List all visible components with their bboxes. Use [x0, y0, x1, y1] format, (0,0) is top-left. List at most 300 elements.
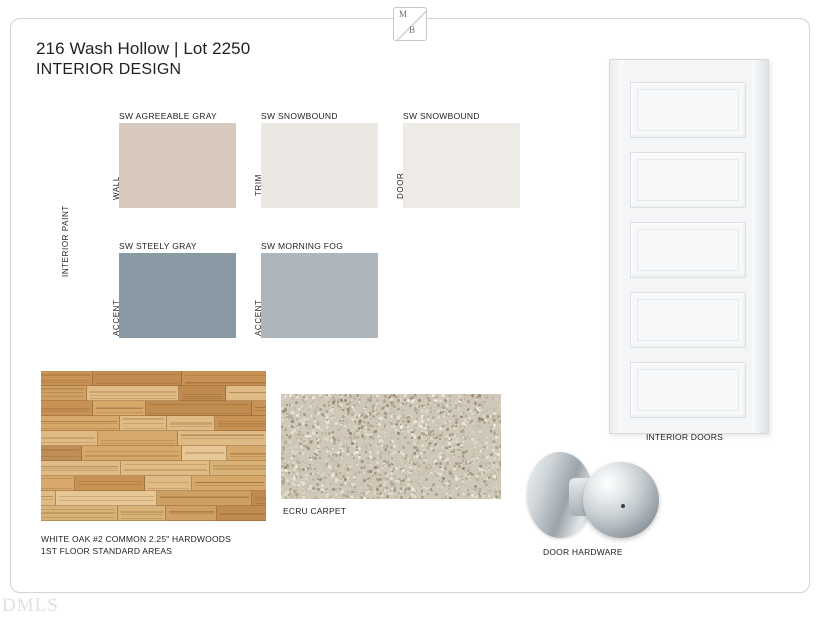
- carpet-fleck: [337, 442, 338, 443]
- carpet-fleck: [347, 412, 350, 415]
- hardwood-grain-line: [170, 422, 212, 423]
- carpet-fleck: [349, 496, 350, 497]
- carpet-fleck: [492, 427, 495, 430]
- carpet-fleck: [325, 420, 327, 422]
- carpet-fleck: [372, 453, 374, 455]
- carpet-fleck: [486, 477, 487, 478]
- hardwood-grain-line: [182, 396, 223, 397]
- carpet-fleck: [284, 428, 287, 431]
- hardwood-grain-line: [169, 511, 214, 512]
- carpet-fleck: [358, 398, 361, 401]
- carpet-fleck: [413, 498, 414, 499]
- carpet-fleck: [455, 462, 458, 465]
- carpet-fleck: [462, 467, 465, 470]
- carpet-fleck: [289, 498, 290, 499]
- carpet-fleck: [393, 405, 396, 408]
- carpet-fleck: [444, 459, 447, 462]
- hardwood-grain-line: [41, 392, 84, 393]
- carpet-fleck: [402, 420, 405, 423]
- carpet-fleck: [420, 412, 421, 413]
- carpet-fleck: [407, 425, 410, 428]
- hardwood-grain-line: [255, 499, 266, 500]
- carpet-caption: ECRU CARPET: [283, 506, 347, 516]
- carpet-fleck: [342, 475, 345, 478]
- doors-caption: INTERIOR DOORS: [646, 432, 723, 442]
- carpet-fleck: [462, 441, 464, 443]
- carpet-fleck: [344, 482, 347, 485]
- carpet-fleck: [379, 406, 380, 407]
- carpet-fleck: [351, 429, 353, 431]
- carpet-fleck: [402, 462, 403, 463]
- hardwood-grain-line: [41, 374, 90, 375]
- carpet-fleck: [376, 430, 378, 432]
- carpet-fleck: [425, 459, 427, 461]
- carpet-fleck: [390, 466, 391, 467]
- carpet-fleck: [393, 490, 394, 491]
- carpet-fleck: [420, 481, 421, 482]
- carpet-fleck: [323, 409, 325, 411]
- hardwood-plank: [226, 386, 266, 401]
- carpet-fleck: [295, 489, 297, 491]
- carpet-fleck: [446, 496, 447, 497]
- carpet-fleck: [420, 407, 421, 408]
- knob-keyhole-icon: [621, 504, 625, 508]
- carpet-fleck: [402, 473, 404, 475]
- carpet-fleck: [471, 461, 473, 463]
- hardwood-grain-line: [220, 514, 266, 515]
- carpet-fleck: [353, 396, 355, 398]
- carpet-fleck: [479, 488, 481, 490]
- hardwood-grain-line: [41, 411, 90, 412]
- carpet-fleck: [393, 483, 396, 486]
- carpet-fleck: [497, 463, 498, 464]
- carpet-fleck: [481, 434, 482, 435]
- carpet-fleck: [295, 447, 297, 449]
- carpet-fleck: [293, 441, 295, 443]
- carpet-fleck: [393, 493, 394, 494]
- hardwood-grain-line: [41, 512, 115, 513]
- carpet-fleck: [481, 483, 482, 484]
- hardwood-grain-line: [101, 443, 175, 444]
- carpet-fleck: [478, 413, 480, 415]
- carpet-fleck: [293, 468, 296, 471]
- carpet-fleck: [379, 474, 381, 476]
- carpet-fleck: [397, 463, 398, 464]
- carpet-fleck: [442, 441, 445, 444]
- carpet-fleck: [321, 413, 324, 416]
- carpet-fleck: [390, 447, 391, 448]
- swatch-use-door: DOOR: [396, 172, 405, 199]
- interior-door-image: [609, 59, 769, 434]
- carpet-fleck: [474, 413, 476, 415]
- carpet-fleck: [332, 412, 333, 413]
- carpet-fleck: [333, 465, 334, 466]
- carpet-fleck: [471, 489, 473, 491]
- carpet-fleck: [428, 449, 429, 450]
- swatch-use-accent-2: ACCENT: [254, 299, 263, 336]
- carpet-fleck: [346, 452, 349, 455]
- carpet-fleck: [383, 436, 384, 437]
- carpet-fleck: [281, 493, 282, 494]
- door-panel-3: [630, 222, 746, 278]
- carpet-fleck: [462, 420, 463, 421]
- carpet-fleck: [349, 446, 350, 447]
- carpet-fleck: [353, 440, 356, 443]
- carpet-fleck: [391, 396, 392, 397]
- carpet-fleck: [335, 493, 338, 496]
- carpet-fleck: [492, 425, 493, 426]
- carpet-fleck: [289, 403, 290, 404]
- carpet-fleck: [409, 475, 410, 476]
- carpet-fleck: [379, 433, 380, 434]
- hardwood-grain-line: [41, 470, 118, 471]
- carpet-fleck: [339, 404, 341, 406]
- carpet-fleck: [490, 430, 492, 432]
- carpet-fleck: [479, 445, 481, 447]
- carpet-fleck: [372, 475, 374, 477]
- carpet-fleck: [302, 482, 305, 485]
- carpet-fleck: [439, 480, 440, 481]
- carpet-fleck: [390, 413, 391, 414]
- carpet-fleck: [467, 425, 468, 426]
- carpet-fleck: [347, 418, 350, 421]
- carpet-fleck: [346, 394, 347, 395]
- carpet-fleck: [469, 436, 471, 438]
- carpet-fleck: [434, 455, 435, 456]
- carpet-fleck: [448, 413, 450, 415]
- carpet-fleck: [361, 451, 364, 454]
- carpet-fleck: [321, 397, 322, 398]
- carpet-fleck: [381, 429, 383, 431]
- carpet-fleck: [369, 477, 371, 479]
- carpet-fleck: [421, 492, 423, 494]
- hardwood-grain-line: [124, 470, 207, 471]
- carpet-fleck: [446, 398, 448, 400]
- carpet-fleck: [405, 420, 407, 422]
- carpet-fleck: [457, 405, 458, 406]
- carpet-fleck: [411, 467, 413, 469]
- carpet-fleck: [367, 401, 368, 402]
- carpet-fleck: [356, 477, 357, 478]
- carpet-fleck: [479, 453, 480, 454]
- carpet-fleck: [409, 436, 410, 437]
- carpet-fleck: [428, 421, 429, 422]
- carpet-fleck: [455, 402, 457, 404]
- carpet-fleck: [499, 445, 501, 448]
- carpet-fleck: [444, 472, 445, 473]
- carpet-fleck: [476, 495, 479, 498]
- carpet-fleck: [434, 467, 435, 468]
- carpet-fleck: [314, 403, 316, 405]
- carpet-fleck: [377, 443, 379, 445]
- carpet-fleck: [300, 443, 302, 445]
- carpet-fleck: [353, 394, 354, 395]
- carpet-fleck: [455, 414, 458, 417]
- carpet-fleck: [379, 414, 380, 415]
- carpet-fleck: [402, 428, 405, 431]
- carpet-fleck: [437, 436, 438, 437]
- carpet-fleck: [342, 494, 345, 497]
- carpet-fleck: [393, 445, 396, 448]
- carpet-fleck: [425, 478, 428, 481]
- carpet-fleck: [321, 498, 323, 499]
- carpet-fleck: [282, 488, 283, 489]
- carpet-fleck: [418, 473, 421, 476]
- logo-letter-top: M: [399, 9, 408, 19]
- carpet-fleck: [434, 407, 435, 408]
- carpet-fleck: [437, 487, 438, 488]
- carpet-fleck: [425, 491, 426, 492]
- hardwood-grain-line: [41, 375, 90, 376]
- carpet-fleck: [465, 450, 468, 453]
- carpet-fleck: [400, 398, 401, 399]
- carpet-fleck: [319, 408, 322, 411]
- carpet-fleck: [404, 488, 407, 491]
- hardwood-grain-line: [160, 497, 249, 498]
- carpet-fleck: [303, 461, 304, 462]
- carpet-fleck: [499, 491, 501, 493]
- carpet-fleck: [418, 483, 419, 484]
- carpet-fleck: [342, 450, 344, 452]
- carpet-fleck: [335, 476, 337, 478]
- carpet-fleck: [485, 409, 488, 412]
- carpet-fleck: [428, 430, 429, 431]
- carpet-fleck: [455, 487, 458, 490]
- carpet-fleck: [319, 488, 320, 489]
- carpet-fleck: [330, 439, 333, 442]
- carpet-fleck: [483, 401, 485, 403]
- carpet-fleck: [374, 418, 376, 420]
- hardwood-grain-line: [41, 389, 84, 390]
- carpet-fleck: [425, 457, 427, 459]
- carpet-fleck: [460, 475, 463, 478]
- carpet-fleck: [465, 462, 468, 465]
- carpet-fleck: [369, 394, 370, 395]
- carpet-fleck: [363, 466, 366, 469]
- carpet-fleck: [379, 466, 380, 467]
- carpet-fleck: [493, 497, 495, 499]
- carpet-fleck: [316, 454, 318, 456]
- carpet-fleck: [354, 422, 355, 423]
- carpet-fleck: [386, 461, 389, 464]
- carpet-fleck: [434, 472, 436, 474]
- carpet-fleck: [323, 458, 325, 460]
- carpet-fleck: [332, 425, 333, 426]
- carpet-fleck: [354, 418, 356, 420]
- carpet-fleck: [300, 476, 302, 478]
- carpet-fleck: [490, 409, 491, 410]
- carpet-fleck: [490, 447, 491, 448]
- carpet-fleck: [319, 475, 320, 476]
- carpet-fleck: [367, 457, 370, 460]
- carpet-fleck: [346, 421, 347, 422]
- carpet-fleck: [430, 468, 431, 469]
- carpet-fleck: [302, 434, 303, 435]
- carpet-fleck: [416, 498, 418, 499]
- carpet-fleck: [453, 451, 455, 453]
- carpet-fleck: [300, 415, 301, 416]
- carpet-fleck: [441, 407, 442, 408]
- paint-swatch-door: [403, 123, 520, 208]
- carpet-fleck: [358, 417, 359, 418]
- carpet-fleck: [376, 409, 377, 410]
- carpet-fleck: [407, 487, 410, 490]
- carpet-fleck: [432, 460, 433, 461]
- carpet-fleck: [293, 478, 296, 481]
- carpet-fleck: [317, 407, 318, 408]
- carpet-fleck: [441, 485, 444, 488]
- carpet-fleck: [381, 488, 383, 490]
- carpet-fleck: [430, 428, 431, 429]
- carpet-fleck: [495, 446, 498, 449]
- carpet-fleck: [302, 468, 305, 471]
- carpet-fleck: [365, 441, 366, 442]
- carpet-fleck: [499, 449, 501, 451]
- carpet-fleck: [483, 483, 484, 484]
- carpet-fleck: [289, 469, 291, 471]
- carpet-fleck: [312, 478, 315, 481]
- carpet-fleck: [374, 424, 375, 425]
- carpet-fleck: [337, 401, 339, 403]
- carpet-fleck: [317, 405, 319, 407]
- carpet-fleck: [449, 436, 450, 437]
- carpet-fleck: [358, 405, 360, 407]
- hardwood-grain-line: [218, 424, 266, 425]
- carpet-fleck: [434, 437, 435, 438]
- carpet-fleck: [441, 420, 442, 421]
- carpet-fleck: [471, 394, 472, 395]
- carpet-fleck: [455, 440, 457, 442]
- carpet-fleck: [298, 423, 301, 426]
- carpet-fleck: [384, 472, 387, 475]
- carpet-fleck: [390, 477, 393, 480]
- carpet-fleck: [441, 412, 444, 415]
- carpet-fleck: [490, 453, 493, 456]
- carpet-fleck: [330, 467, 331, 468]
- carpet-fleck: [363, 430, 364, 431]
- carpet-fleck: [483, 495, 485, 497]
- carpet-fleck: [340, 475, 341, 476]
- carpet-fleck: [391, 465, 392, 466]
- carpet-fleck: [344, 437, 345, 438]
- carpet-fleck: [430, 447, 433, 450]
- carpet-fleck: [472, 446, 473, 447]
- carpet-fleck: [365, 411, 367, 413]
- hardwood-grain-line: [255, 497, 266, 498]
- carpet-fleck: [384, 425, 386, 427]
- hardwood-grain-line: [96, 412, 143, 413]
- carpet-fleck: [367, 399, 368, 400]
- carpet-fleck: [439, 394, 442, 397]
- carpet-fleck: [356, 430, 358, 432]
- carpet-fleck: [469, 411, 471, 413]
- carpet-fleck: [391, 433, 392, 434]
- carpet-fleck: [367, 462, 369, 464]
- carpet-fleck: [451, 428, 452, 429]
- carpet-fleck: [342, 423, 343, 424]
- carpet-fleck: [390, 436, 393, 439]
- carpet-fleck: [462, 455, 464, 457]
- carpet-fleck: [499, 420, 501, 423]
- carpet-fleck: [358, 444, 359, 445]
- hardwood-grain-line: [230, 454, 266, 455]
- paint-swatch-wall: [119, 123, 236, 208]
- carpet-fleck: [372, 498, 374, 499]
- carpet-fleck: [425, 404, 426, 405]
- carpet-fleck: [427, 472, 429, 474]
- carpet-fleck: [293, 455, 295, 457]
- hardwood-grain-line: [41, 409, 90, 410]
- carpet-fleck: [397, 417, 400, 420]
- carpet-fleck: [499, 498, 501, 499]
- carpet-fleck: [393, 468, 395, 470]
- carpet-fleck: [383, 477, 385, 479]
- carpet-fleck: [317, 411, 318, 412]
- carpet-fleck: [437, 478, 438, 479]
- hardwood-grain-line: [170, 426, 212, 427]
- carpet-fleck: [342, 457, 343, 458]
- carpet-fleck: [458, 452, 459, 453]
- carpet-fleck: [472, 427, 473, 428]
- hardwood-grain-line: [85, 451, 179, 452]
- hardwood-grain-line: [41, 442, 95, 443]
- carpet-fleck: [390, 469, 392, 471]
- carpet-fleck: [495, 420, 496, 421]
- carpet-fleck: [298, 498, 299, 499]
- carpet-fleck: [414, 467, 416, 469]
- carpet-fleck: [351, 408, 353, 410]
- carpet-fleck: [476, 430, 477, 431]
- carpet-fleck: [499, 494, 501, 497]
- carpet-fleck: [411, 470, 413, 472]
- carpet-fleck: [432, 477, 433, 478]
- hardwood-grain-line: [123, 423, 164, 424]
- carpet-fleck: [416, 483, 417, 484]
- carpet-fleck: [428, 442, 431, 445]
- carpet-fleck: [402, 446, 405, 449]
- carpet-fleck: [497, 434, 498, 435]
- carpet-fleck: [465, 444, 466, 445]
- carpet-fleck: [478, 472, 481, 475]
- carpet-fleck: [471, 478, 472, 479]
- carpet-fleck: [458, 439, 459, 440]
- carpet-fleck: [434, 486, 435, 487]
- hardwood-grain-line: [185, 375, 266, 376]
- hardwood-plank: [252, 401, 266, 416]
- carpet-fleck: [296, 487, 297, 488]
- carpet-fleck: [437, 465, 438, 466]
- carpet-fleck: [441, 480, 444, 483]
- carpet-fleck: [488, 495, 490, 497]
- hardwood-grain-line: [85, 456, 179, 457]
- carpet-fleck: [469, 446, 470, 447]
- carpet-fleck: [284, 395, 287, 398]
- carpet-fleck: [458, 478, 460, 480]
- carpet-fleck: [282, 398, 284, 400]
- carpet-fleck: [458, 436, 459, 437]
- carpet-fleck: [420, 486, 421, 487]
- hardwood-grain-line: [41, 450, 79, 451]
- carpet-fleck: [493, 472, 494, 473]
- carpet-fleck: [442, 425, 444, 427]
- carpet-fleck: [495, 488, 496, 489]
- carpet-fleck: [464, 397, 466, 399]
- carpet-fleck: [342, 467, 343, 468]
- carpet-fleck: [282, 461, 284, 463]
- carpet-fleck: [365, 427, 367, 429]
- carpet-fleck: [296, 496, 298, 498]
- hardwood-grain-line: [185, 453, 224, 454]
